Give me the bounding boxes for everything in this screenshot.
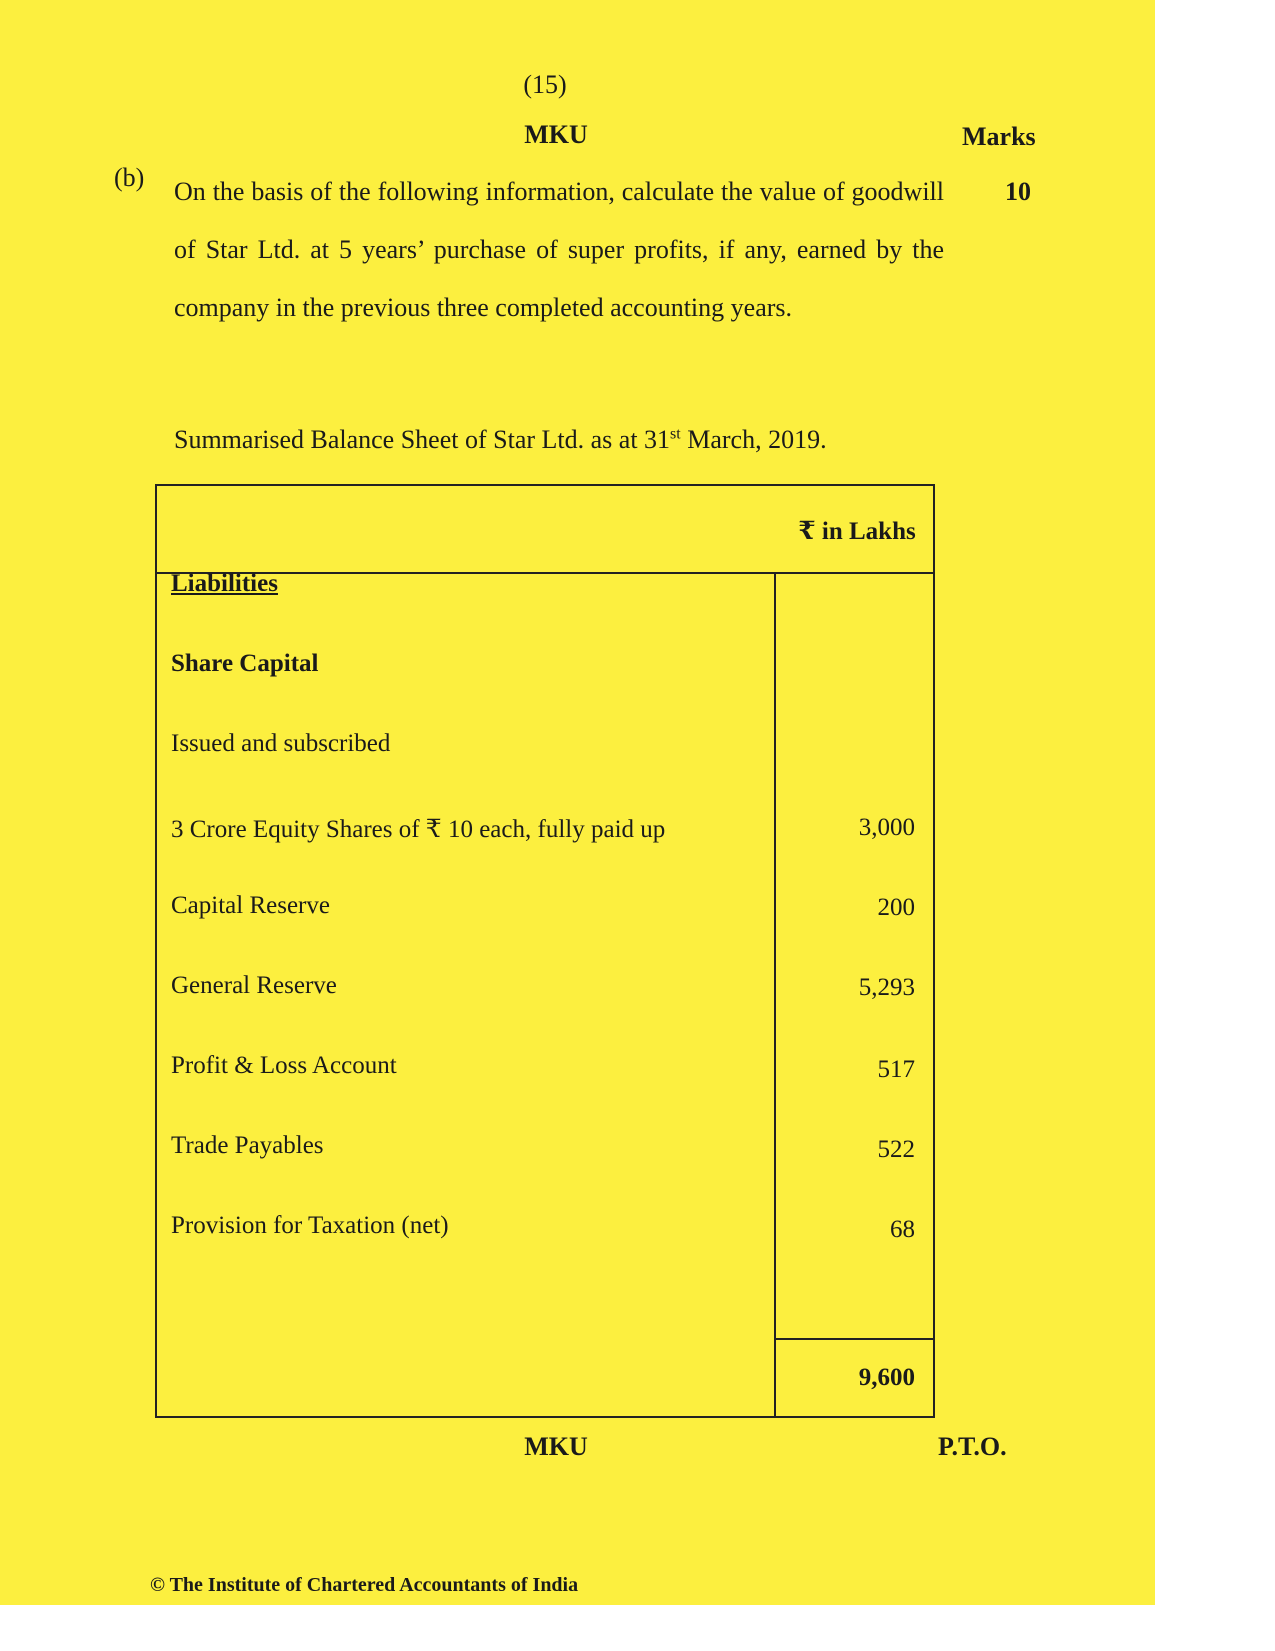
row-value-trade-payables: 522	[877, 1136, 915, 1163]
header-code: MKU	[524, 120, 588, 149]
page-number: (15)	[523, 70, 567, 99]
unit-header: ₹ in Lakhs	[798, 518, 916, 545]
row-label-general-reserve: General Reserve	[171, 972, 337, 999]
copyright-notice: © The Institute of Chartered Accountants of India	[150, 1574, 579, 1596]
issued-subscribed-label: Issued and subscribed	[171, 730, 391, 757]
question-label: (b)	[114, 163, 145, 192]
title-text: Summarised Balance Sheet of Star Ltd. as at 31	[174, 425, 671, 454]
row-label-provision-taxation: Provision for Taxation (net)	[171, 1212, 449, 1239]
pto-label: P.T.O.	[938, 1432, 1007, 1461]
row-label-profit-loss: Profit & Loss Account	[171, 1052, 397, 1079]
balance-sheet-table	[155, 484, 935, 1418]
row-value-equity-shares: 3,000	[858, 814, 915, 841]
share-capital-heading: Share Capital	[171, 650, 319, 677]
question-text: On the basis of the following information, calculate the value of goodwill of Star Ltd. at 5 years’ purchase of super profits, if any, earned by the company in the previous three completed accounting years.	[174, 177, 944, 322]
amount-column-divider	[774, 572, 776, 1416]
question-marks: 10	[1005, 177, 1031, 206]
row-label-trade-payables: Trade Payables	[171, 1132, 324, 1159]
row-label-equity-shares: 3 Crore Equity Shares of ₹ 10 each, fully paid up	[171, 816, 666, 843]
footer-code: MKU	[524, 1432, 588, 1461]
balance-sheet-title	[174, 425, 827, 455]
title-text-end: March, 2019.	[680, 425, 827, 454]
liabilities-heading: Liabilities	[171, 570, 278, 597]
row-value-general-reserve: 5,293	[858, 974, 915, 1001]
row-value-provision-taxation: 68	[890, 1216, 915, 1243]
row-value-capital-reserve: 200	[877, 894, 915, 921]
marks-column-label: Marks	[962, 122, 1036, 151]
row-value-profit-loss: 517	[877, 1056, 915, 1083]
total-divider	[774, 1338, 933, 1340]
title-superscript: st	[670, 425, 681, 443]
row-label-capital-reserve: Capital Reserve	[171, 892, 330, 919]
total-value: 9,600	[858, 1364, 915, 1391]
